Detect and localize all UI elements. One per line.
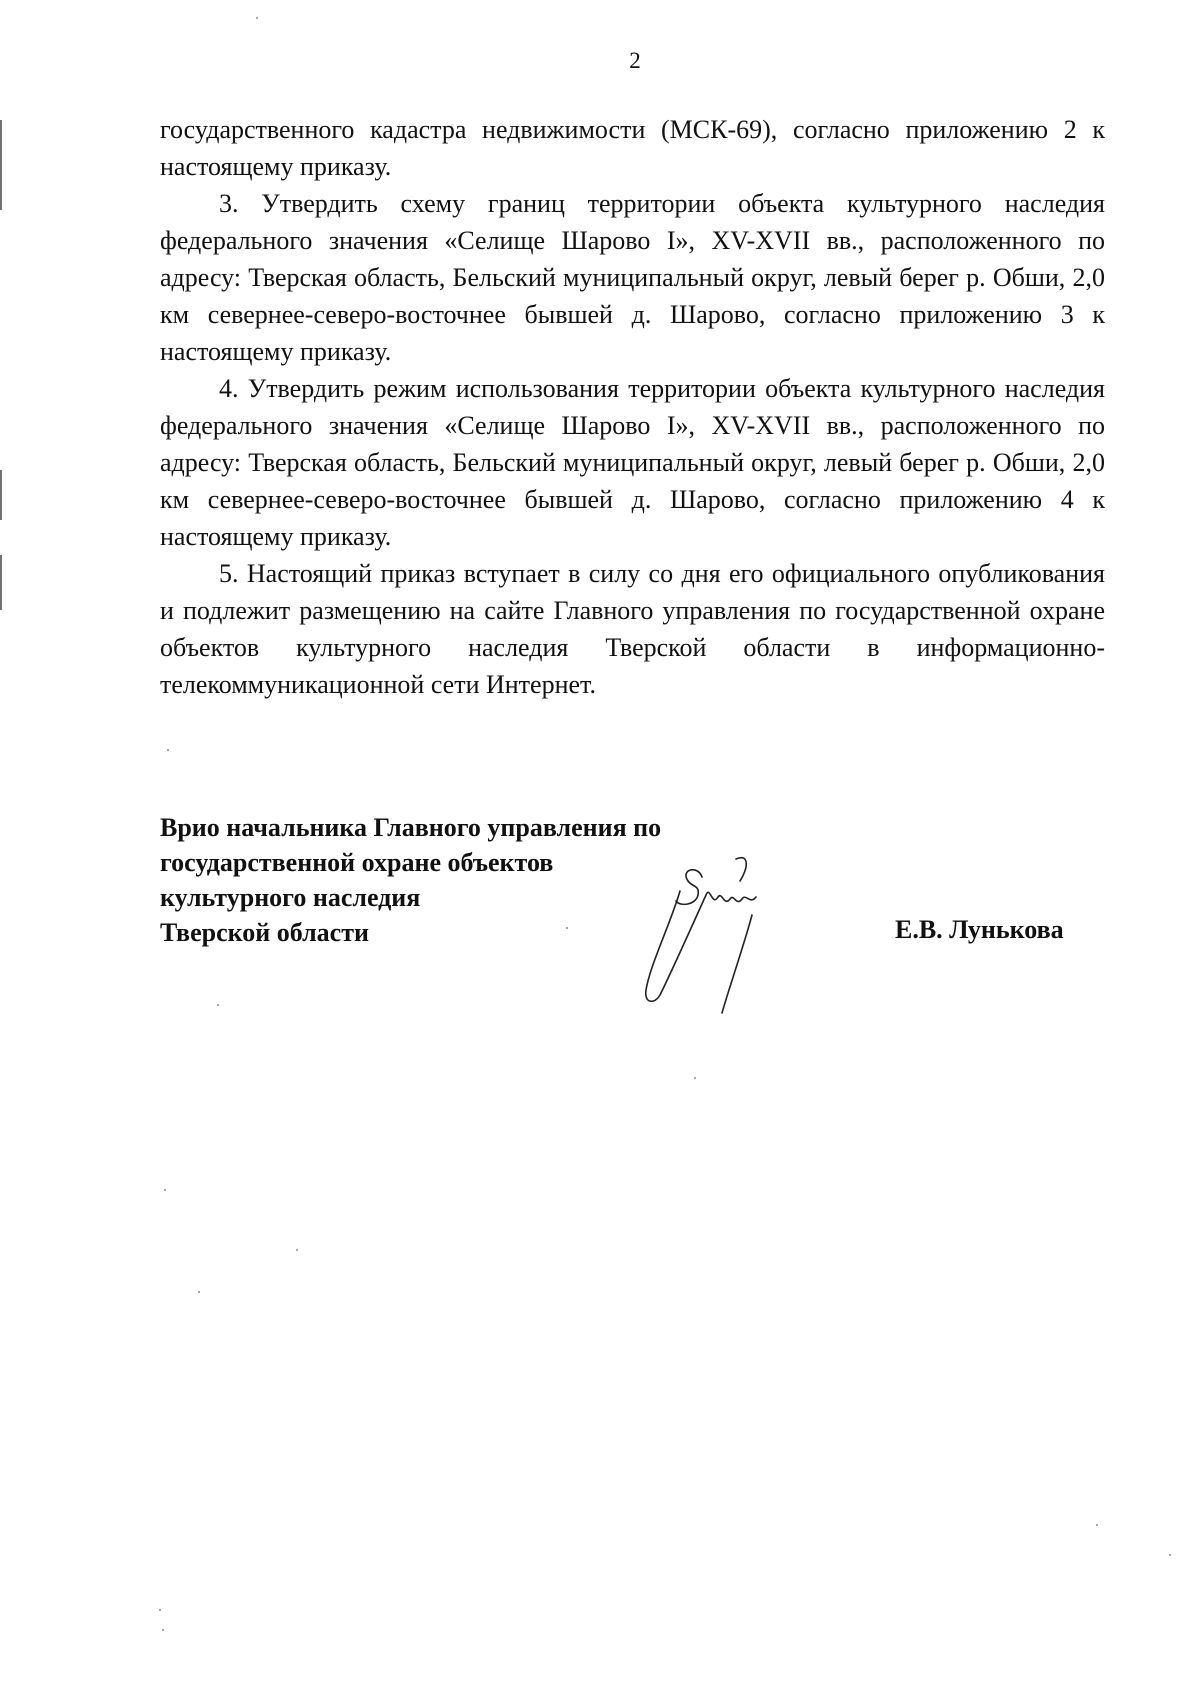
document-body bbox=[160, 111, 1105, 703]
paragraph-continuation: государственного кадастра недвижимости (МСК-69), согласно приложению 2 к настоящему приказу. bbox=[160, 115, 1105, 181]
signatory-position-line: Тверской области bbox=[160, 918, 369, 947]
signatory-position-line: Врио начальника Главного управления по bbox=[160, 813, 662, 842]
page-number: 2 bbox=[629, 48, 641, 73]
signatory-name: Е.В. Лунькова bbox=[895, 915, 1064, 944]
paragraph-item-4: 4. Утвердить режим использования территории объекта культурного наследия федерального значения «Селище Шарово I», XV-XVII вв., расположенного по адресу: Тверская область, Бельский муниципальный округ, левый берег р. Обши, 2,0 км севернее-северо-восточнее бывшей д. Шарово, согласно приложению 4 к настоящему приказу. bbox=[160, 374, 1105, 551]
paragraph-item-3: 3. Утвердить схему границ территории объекта культурного наследия федерального значения «Селище Шарово I», XV-XVII вв., расположенного по адресу: Тверская область, Бельский муниципальный округ, левый берег р. Обши, 2,0 км севернее-северо-восточнее бывшей д. Шарово, согласно приложению 3 к настоящему приказу. bbox=[160, 189, 1105, 366]
signatory-position-line: культурного наследия bbox=[160, 883, 421, 912]
signatory-position-line: государственной охране объектов bbox=[160, 848, 554, 877]
handwritten-signature bbox=[640, 855, 830, 1015]
paragraph-item-5: 5. Настоящий приказ вступает в силу со дня его официального опубликования и подлежит размещению на сайте Главного управления по государственной охране объектов культурного наследия Тверской области в информационно-телекоммуникационной сети Интернет. bbox=[160, 559, 1105, 699]
